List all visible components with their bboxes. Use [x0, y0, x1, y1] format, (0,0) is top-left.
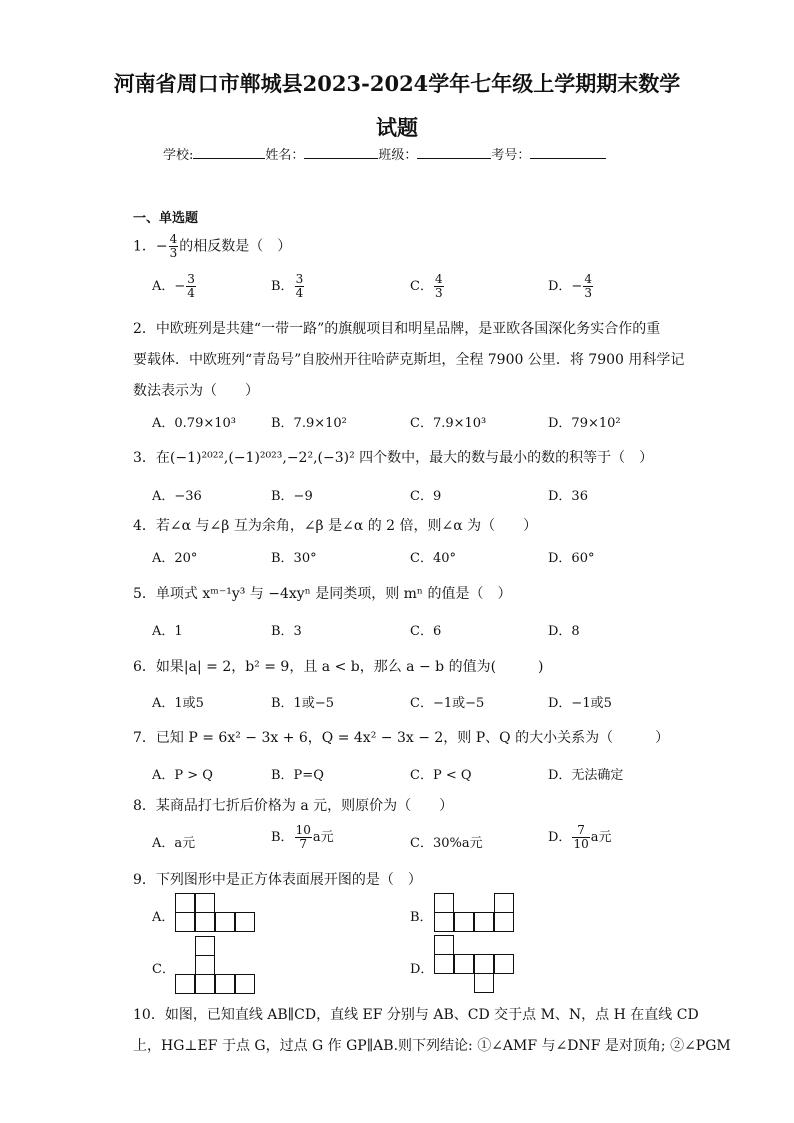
- q9-option-c-label: C．: [152, 962, 175, 977]
- q5-option-c: C．6: [410, 624, 442, 639]
- number-blank: [530, 145, 606, 159]
- q8-option-d: D． $\frac{7}{10}$ a元: [548, 823, 612, 851]
- q2-option-b: B．7.9×10²: [271, 416, 347, 431]
- q4-option-a: A．20°: [152, 551, 198, 566]
- q1-prefix: 1．−: [133, 238, 168, 255]
- student-info-row: [163, 144, 606, 163]
- q3-option-c: C．9: [410, 489, 442, 504]
- question-8: 8．某商品打七折后价格为 a 元，则原价为（ ）: [133, 798, 454, 814]
- page-title-line1: 河南省周口市郸城县2023-2024学年七年级上学期期末数学: [113, 71, 681, 96]
- q3-option-b: B．−9: [271, 489, 313, 504]
- q2-option-d: D．79×10²: [548, 416, 621, 431]
- q4-option-c: C．40°: [410, 551, 456, 566]
- q1-option-a: A．− $\frac{3}{4}$: [152, 272, 195, 300]
- page-title-line2: 试题: [376, 115, 418, 140]
- q9-option-c-net: [175, 936, 257, 996]
- q5-option-b: B．3: [271, 624, 302, 639]
- q4-option-d: D．60°: [548, 551, 595, 566]
- q8-option-c: C．30%a元: [410, 836, 483, 851]
- question-1: [133, 233, 291, 260]
- question-3: 3．在(−1)²⁰²²,(−1)²⁰²³,−2²,(−3)² 四个数中，最大的数与最小的数的积等于（ ）: [133, 450, 654, 466]
- q8-option-b: B． $\frac{10}{7}$ a元: [271, 823, 334, 851]
- q10-line2: 上，HG⊥EF 于点 G，过点 G 作 GP∥AB.则下列结论: ①∠AMF 与∠DNF 是对顶角; ②∠PGM: [133, 1038, 731, 1054]
- q1-option-c: C． $\frac{4}{3}$: [410, 272, 443, 300]
- q9-option-d-label: D．: [410, 962, 434, 977]
- school-label: 学校:: [163, 148, 194, 163]
- q2-line2: 要载体．中欧班列“青岛号”自胶州开往哈萨克斯坦，全程 7900 公里．将 7900 用科学记: [133, 352, 685, 368]
- question-6: 6．如果|a| = 2，b² = 9，且 a < b，那么 a − b 的值为( ): [133, 659, 544, 675]
- q6-option-a: A．1或5: [152, 696, 204, 711]
- q4-option-b: B．30°: [271, 551, 317, 566]
- question-4: 4．若∠α 与∠β 互为余角，∠β 是∠α 的 2 倍，则∠α 为（ ）: [133, 518, 538, 534]
- question-5: 5．单项式 xᵐ⁻¹y³ 与 −4xyⁿ 是同类项，则 mⁿ 的值是（ ）: [133, 586, 512, 602]
- q10-line1: 10．如图，已知直线 AB∥CD，直线 EF 分别与 AB、CD 交于点 M、N，点 H 在直线 CD: [133, 1007, 699, 1023]
- school-blank: [193, 145, 265, 159]
- q9-option-b-net: [434, 893, 516, 933]
- q9-option-a-net: [175, 893, 257, 933]
- q1-fraction: $\frac{4}{3}$: [169, 232, 178, 260]
- q8-option-a: A．a元: [152, 836, 196, 851]
- q7-option-b: B．P=Q: [271, 768, 324, 783]
- q3-option-a: A．−36: [152, 489, 202, 504]
- q2-line1: 2．中欧班列是共建“一带一路”的旗舰项目和明星品牌，是亚欧各国深化务实合作的重: [133, 321, 661, 337]
- q7-option-a: A．P > Q: [152, 768, 213, 783]
- q3-option-d: D．36: [548, 489, 588, 504]
- q2-line3: 数法表示为（ ）: [133, 383, 259, 399]
- q1-option-d: D．− $\frac{4}{3}$: [548, 272, 592, 300]
- q6-option-b: B．1或−5: [271, 696, 334, 711]
- q6-option-c: C．−1或−5: [410, 696, 485, 711]
- q9-option-b-label: B．: [410, 910, 433, 925]
- question-9: 9．下列图形中是正方体表面展开图的是（ ）: [133, 872, 422, 888]
- class-label: 班级：: [378, 148, 418, 163]
- q9-option-d-net: [434, 935, 516, 995]
- section-heading: 一、单选题: [133, 211, 199, 226]
- question-7: 7．已知 P = 6x² − 3x + 6，Q = 4x² − 3x − 2，则 P、Q 的大小关系为（ ）: [133, 730, 670, 746]
- q9-option-a-label: A．: [152, 910, 175, 925]
- q1-suffix: 的相反数是（ ）: [179, 238, 292, 255]
- q1-option-b: B． $\frac{3}{4}$: [271, 272, 304, 300]
- name-blank: [304, 145, 378, 159]
- q5-option-a: A．1: [152, 624, 183, 639]
- q6-option-d: D．−1或5: [548, 696, 612, 711]
- q2-option-c: C．7.9×10³: [410, 416, 487, 431]
- class-blank: [417, 145, 491, 159]
- q2-option-a: A．0.79×10³: [152, 416, 236, 431]
- name-label: 姓名：: [265, 148, 305, 163]
- q7-option-c: C．P < Q: [410, 768, 472, 783]
- number-label: 考号：: [491, 148, 531, 163]
- q5-option-d: D．8: [548, 624, 580, 639]
- q7-option-d: D．无法确定: [548, 768, 624, 783]
